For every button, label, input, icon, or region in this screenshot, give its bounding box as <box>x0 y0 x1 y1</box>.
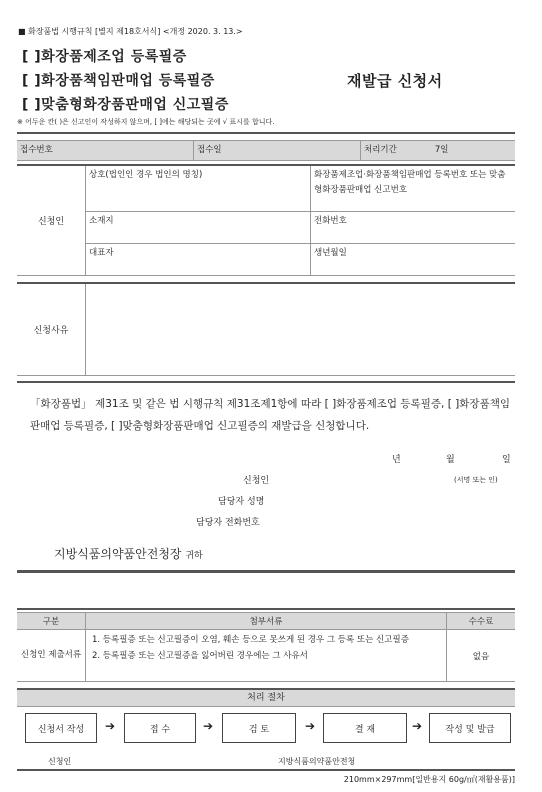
application-statement: 「화장품법」 제31조 및 같은 법 시행규칙 제31조제1항에 따라 [ ]화장품제조업 등록필증, [ ]화장품책임판매업 등록필증, [ ]맞춤형화장품판매업 신고필증의 재발급을 신청합니다. <box>30 398 510 432</box>
addressee-suffix: 귀하 <box>185 551 203 561</box>
reason-field[interactable] <box>86 283 516 375</box>
applicant-section-label: 신청인 <box>17 165 86 275</box>
registration-number-field[interactable] <box>311 165 516 211</box>
birth-date-field[interactable] <box>311 243 516 275</box>
processing-period-value: 7일 <box>434 145 449 155</box>
procedure-actor-applicant: 신청인 <box>48 757 72 766</box>
registration-number-label: 화장품제조업·화장품책임판매업 등록번호 또는 맞춤형화장품판매업 신고번호 <box>314 170 506 195</box>
officer-phone-label: 담당자 전화번호 <box>196 518 260 528</box>
receipt-date-cell <box>194 141 361 161</box>
addressee <box>54 545 203 562</box>
company-name-field[interactable] <box>86 165 311 211</box>
date-month-label: 월 <box>446 455 455 465</box>
processing-period-cell <box>361 141 516 161</box>
paper-spec: 210mm×297mm[일반용지 60g/㎡(재활용품)] <box>343 775 515 784</box>
form-title-line2: [ ]화장품책임판매업 등록필증 <box>22 73 215 89</box>
receipt-number-label: 접수번호 <box>20 145 53 155</box>
step-review: 검 토 <box>222 713 296 743</box>
receipt-table <box>17 140 515 161</box>
arrow-right-icon: ➔ <box>105 719 116 733</box>
officer-name-label: 담당자 성명 <box>218 497 265 507</box>
address-label: 소재지 <box>89 215 114 226</box>
phone-field[interactable] <box>311 211 516 243</box>
arrow-right-icon: ➔ <box>203 719 214 733</box>
form-title-line3: [ ]맞춤형화장품판매업 신고필증 <box>22 97 229 113</box>
date-day-label: 일 <box>502 455 511 465</box>
receipt-date-label: 접수일 <box>197 145 222 155</box>
phone-label: 전화번호 <box>314 215 347 226</box>
applicant-sign-label: 신청인 <box>243 476 270 486</box>
form-title-reissue: 재발급 신청서 <box>347 72 443 90</box>
divider <box>17 570 515 573</box>
signature-note: (서명 또는 인) <box>454 476 498 484</box>
step-approval: 결 재 <box>323 713 407 743</box>
attachments-table <box>17 612 515 682</box>
form-title-line1: [ ]화장품제조업 등록필증 <box>22 49 187 65</box>
step-receipt: 접 수 <box>124 713 196 743</box>
procedure-title: 처리 절차 <box>17 688 515 707</box>
attachments-category-header: 구분 <box>17 613 86 630</box>
divider <box>17 608 515 610</box>
processing-period-label: 처리기간 <box>364 145 397 155</box>
arrow-right-icon: ➔ <box>305 719 316 733</box>
attachments-row-label: 신청인 제출서류 <box>17 630 86 682</box>
attachments-fee-header: 수수료 <box>447 613 516 630</box>
reason-table <box>17 282 515 376</box>
arrow-right-icon: ➔ <box>412 719 423 733</box>
birth-date-label: 생년월일 <box>314 247 347 258</box>
attachments-fee-value: 없음 <box>447 630 516 682</box>
addressee-name: 지방식품의약품안전청장 <box>54 547 182 561</box>
attachments-docs-header: 첨부서류 <box>86 613 447 630</box>
attachment-doc-1: 1. 등록필증 또는 신고필증이 오염, 훼손 등으로 못쓰게 된 경우 그 등록 또는 신고필증 <box>92 635 409 645</box>
company-name-label: 상호(법인인 경우 법인의 명칭) <box>89 170 203 180</box>
representative-label: 대표자 <box>89 247 114 258</box>
attachment-doc-2: 2. 등록필증 또는 신고필증을 잃어버린 경우에는 그 사유서 <box>92 651 308 661</box>
step-write-application: 신청서 작성 <box>25 713 97 743</box>
reason-label: 신청사유 <box>17 283 86 375</box>
applicant-table <box>17 164 515 276</box>
date-year-label: 년 <box>392 455 401 465</box>
receipt-number-cell <box>17 141 194 161</box>
step-issue: 작성 및 발급 <box>429 713 511 743</box>
procedure-actor-agency: 지방식품의약품안전청 <box>278 757 356 766</box>
attachments-docs-cell <box>86 630 447 682</box>
divider <box>17 132 515 134</box>
instruction-note: ※ 어두운 칸( )은 신고인이 작성하지 않으며, [ ]에는 해당되는 곳에 √ 표시를 합니다. <box>17 118 275 126</box>
representative-field[interactable] <box>86 243 311 275</box>
regulation-reference: ■ 화장품법 시행규칙 [별지 제18호서식] <개정 2020. 3. 13.> <box>18 27 243 36</box>
address-field[interactable] <box>86 211 311 243</box>
divider <box>17 381 515 383</box>
divider <box>17 769 515 771</box>
